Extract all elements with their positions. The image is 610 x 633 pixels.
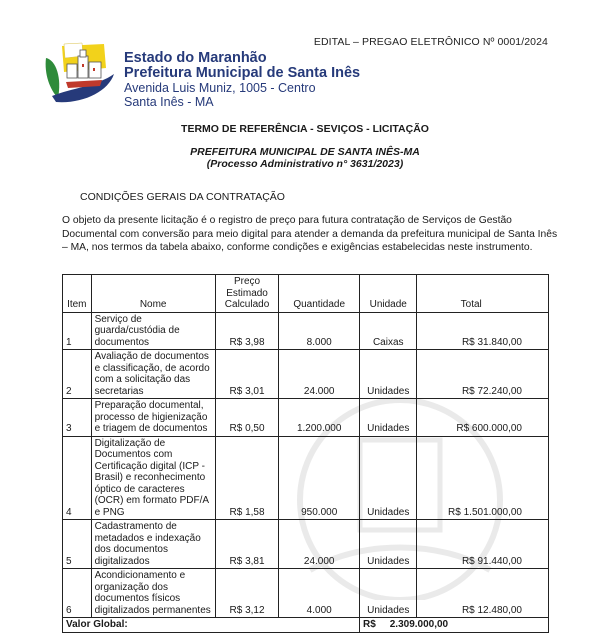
cell-name: Acondicionamento e organização dos documentos físicos digitalizados permanentes xyxy=(91,569,215,618)
cell-name: Digitalização de Documentos com Certificação digital (ICP - Brasil) e reconhecimento óptico de caracteres (OCR) em formato PDF/A e PNG xyxy=(91,436,215,520)
state-name: Estado do Maranhão xyxy=(124,50,267,66)
cell-unit: Caixas xyxy=(360,312,417,350)
cell-item: 1 xyxy=(63,312,92,350)
cell-unit: Unidades xyxy=(360,436,417,520)
cell-quantity: 950.000 xyxy=(279,436,360,520)
cell-name: Avaliação de documentos e classificação, de acordo com a solicitação das secretarias xyxy=(91,350,215,399)
city-line: Santa Inês - MA xyxy=(124,95,214,109)
table-row xyxy=(63,520,549,569)
table-row xyxy=(63,350,549,399)
cell-total: R$ 72.240,00 xyxy=(417,350,549,399)
table-row xyxy=(63,436,549,520)
cell-quantity: 4.000 xyxy=(279,569,360,618)
cell-name: Preparação documental, processo de higienização e triagem de documentos xyxy=(91,399,215,437)
table-total-row xyxy=(63,618,549,633)
section-heading: CONDIÇÕES GERAIS DA CONTRATAÇÃO xyxy=(80,191,285,203)
cell-quantity: 1.200.000 xyxy=(279,399,360,437)
cell-unit: Unidades xyxy=(360,520,417,569)
global-value-cell xyxy=(360,618,549,633)
cell-item: 6 xyxy=(63,569,92,618)
letterhead-text xyxy=(124,51,360,109)
table-row xyxy=(63,312,549,350)
global-value-label: Valor Global: xyxy=(63,618,360,633)
body-paragraph: O objeto da presente licitação é o registro de preço para futura contratação de Serviços de Gestão Documental com conversão para meio digital para atender a demanda da prefeitura municipal de Santa Inês – MA, nos termos da tabela abaixo, conforme condições e exigências estabelecidas neste instrumento. xyxy=(62,215,558,253)
cell-price: R$ 3,12 xyxy=(215,569,279,618)
cell-price: R$ 3,98 xyxy=(215,312,279,350)
subtitle-prefecture: PREFEITURA MUNICIPAL DE SANTA INÊS-MA xyxy=(190,146,420,158)
cell-item: 4 xyxy=(63,436,92,520)
address-line: Avenida Luis Muniz, 1005 - Centro xyxy=(124,81,316,95)
document-subtitle xyxy=(0,146,610,170)
global-value-amount: 2.309.000,00 xyxy=(389,619,449,630)
cell-price: R$ 0,50 xyxy=(215,399,279,437)
cell-total: R$ 12.480,00 xyxy=(417,569,549,618)
cell-quantity: 8.000 xyxy=(279,312,360,350)
cell-total: R$ 1.501.000,00 xyxy=(417,436,549,520)
cell-unit: Unidades xyxy=(360,350,417,399)
table-row xyxy=(63,399,549,437)
header-name: Nome xyxy=(91,275,215,313)
header-item: Item xyxy=(63,275,92,313)
cell-quantity: 24.000 xyxy=(279,350,360,399)
document-title: TERMO DE REFERÊNCIA - SEVIÇOS - LICITAÇÃO xyxy=(181,123,429,135)
cell-price: R$ 3,81 xyxy=(215,520,279,569)
cell-price: R$ 3,01 xyxy=(215,350,279,399)
subtitle-process: (Processo Administrativo n° 3631/2023) xyxy=(206,158,404,170)
cell-price: R$ 1,58 xyxy=(215,436,279,520)
cell-unit: Unidades xyxy=(360,569,417,618)
items-table xyxy=(62,274,549,633)
cell-name: Serviço de guarda/custódia de documentos xyxy=(91,312,215,350)
cell-item: 2 xyxy=(63,350,92,399)
prefecture-name: Prefeitura Municipal de Santa Inês xyxy=(124,65,361,81)
cell-unit: Unidades xyxy=(360,399,417,437)
cell-total: R$ 600.000,00 xyxy=(417,399,549,437)
cell-total: R$ 91.440,00 xyxy=(417,520,549,569)
table-header-row xyxy=(63,275,549,313)
municipal-coat-of-arms-icon xyxy=(42,38,120,106)
letterhead xyxy=(42,38,442,108)
header-total: Total xyxy=(417,275,549,313)
header-price: Preço Estimado Calculado xyxy=(215,275,279,313)
header-unit: Unidade xyxy=(360,275,417,313)
header-quantity: Quantidade xyxy=(279,275,360,313)
cell-quantity: 24.000 xyxy=(279,520,360,569)
edital-reference: EDITAL – PREGAO ELETRÔNICO Nº 0001/2024 xyxy=(313,36,548,48)
cell-total: R$ 31.840,00 xyxy=(417,312,549,350)
cell-name: Cadastramento de metadados e indexação dos documentos digitalizados xyxy=(91,520,215,569)
cell-item: 5 xyxy=(63,520,92,569)
global-value-currency: R$ xyxy=(363,619,376,630)
cell-item: 3 xyxy=(63,399,92,437)
table-row xyxy=(63,569,549,618)
